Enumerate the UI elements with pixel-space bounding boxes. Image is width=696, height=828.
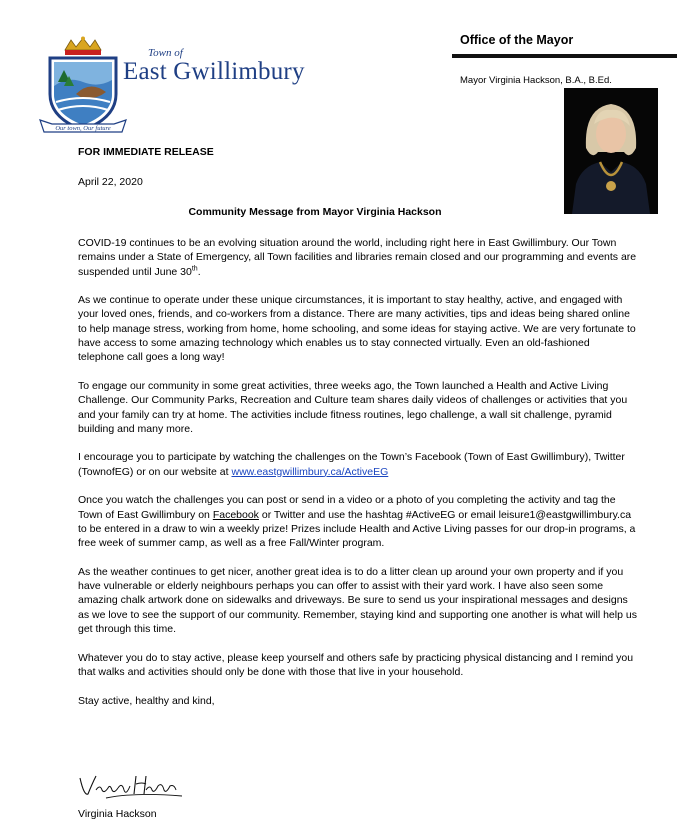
closing-line: Stay active, healthy and kind, [78, 694, 215, 707]
signature-name: Virginia Hackson [78, 808, 157, 820]
town-crest-logo [38, 36, 348, 136]
paragraph-5: Once you watch the challenges you can post or send in a video or a photo of you completing the activity and tag the Town of East Gwillimbury on Facebook or Twitter and use the hashtag #ActiveEG or email leisure1@eastgwillimbury.ca to be entered in a draw to win a weekly prize! Prizes include Health and Active Living passes for our drop-in programs, a free week of summer camp, as well as a free Fall/Winter program. [78, 494, 636, 550]
town-of-label: Town of [148, 47, 183, 59]
letter-heading: Community Message from Mayor Virginia Hackson [188, 206, 442, 218]
paragraph-7: Whatever you do to stay active, please keep yourself and others safe by practicing physical distancing and I remind you that walks and activities should only be done with those that live in your household. [78, 651, 634, 678]
release-date: April 22, 2020 [78, 176, 143, 188]
crest-motto: Our town, Our future [55, 125, 111, 132]
header-rule [452, 54, 677, 58]
paragraph-4: I encourage you to participate by watching the challenges on the Town’s Facebook (Town of East Gwillimbury), Twitter (TownofEG) or on our website at www.eastgwillimbury.ca/ActiveEG [78, 451, 625, 478]
paragraph-3: To engage our community in some great activities, three weeks ago, the Town launched a Health and Active Living Challenge. Our Community Parks, Recreation and Culture team shares daily videos of challenges or activities that you and your family can try at home. The activities include fitness routines, lego challenge, a wall sit challenge, pyramid building and many more. [78, 379, 628, 435]
handwritten-signature [76, 770, 186, 804]
town-name-wordmark: East Gwillimbury [123, 58, 305, 85]
paragraph-1: COVID-19 continues to be an evolving situation around the world, including right here in East Gwillimbury. Our Town remains under a State of Emergency, all Town facilities and libraries remain closed and our programming and events are suspended until June 30th. [78, 237, 637, 278]
release-label: FOR IMMEDIATE RELEASE [78, 146, 214, 158]
office-title: Office of the Mayor [460, 33, 574, 47]
paragraph-6: As the weather continues to get nicer, another great idea is to do a litter clean up around your own property and if you have vulnerable or elderly neighbours perhaps you can offer to assist with their yard work. I have also seen some amazing chalk artwork done on sidewalks and driveways. Be sure to send us your inspirational messages and designs as we love to see the support of our community. Remember, staying kind and supporting one another is what will help us get through this time. [78, 565, 637, 636]
mayor-credentials: Mayor Virginia Hackson, B.A., B.Ed. [460, 75, 612, 86]
paragraph-2: As we continue to operate under these unique circumstances, it is important to stay healthy, active, and engaged with your loved ones, friends, and co-workers from a distance. There are many activities, tips and ideas being shared online to help manage stress, working from home, home schooling, and some ideas for staying active. We are very fortunate to have access to some amazing technology which enables us to stay connected virtually. Even an old-fashioned telephone call goes a long way! [78, 294, 636, 364]
letter-body [78, 236, 638, 722]
crown-icon [65, 37, 101, 56]
shield-icon [50, 58, 116, 130]
activeeg-website-link[interactable]: www.eastgwillimbury.ca/ActiveEG [231, 465, 389, 478]
mayor-portrait-photo [564, 88, 658, 214]
facebook-link[interactable]: Facebook [212, 508, 259, 521]
